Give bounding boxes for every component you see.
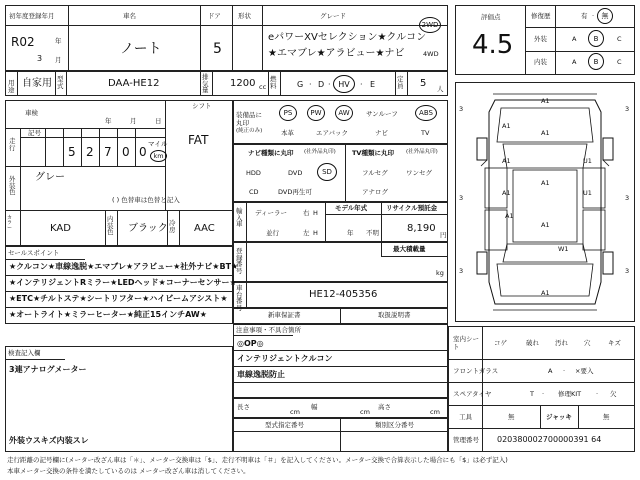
seat-burn: コゲ — [494, 339, 507, 347]
tv-oneseg: ワンセグ — [406, 169, 432, 177]
damage-mark-6: A1 — [541, 179, 550, 187]
equip-pw-circled: PW — [307, 105, 325, 121]
import-parallel: 並行 — [266, 229, 279, 237]
new-car-warranty: 新車保証書 — [268, 311, 301, 319]
mileage-km-circled: km — [150, 150, 167, 162]
interior-grade-label: 内装 — [534, 58, 547, 66]
bracket-label-mr: 3 — [625, 194, 630, 202]
mileage-digit-4: 0 — [122, 145, 130, 159]
capacity-value: 5 — [420, 78, 427, 89]
equipment-subtitle: (純正のみ) — [236, 128, 263, 134]
ext-grade-c: C — [617, 35, 622, 43]
equip-navi: ナビ — [375, 129, 388, 137]
mileage-digit-5: 0 — [139, 145, 147, 159]
inspection-month-unit: 月 — [130, 117, 137, 125]
sales-label: セールスポイント — [8, 249, 60, 257]
door-label: ドア — [208, 12, 221, 20]
damage-mark-12: W1 — [558, 245, 569, 253]
sales-line-1: ★クルコン★車線逸脱★エマブレ★アラビュー★社外ナビ★BT★ — [9, 262, 239, 271]
import-left: 左 — [303, 229, 310, 237]
chassis-value: HE12-405356 — [309, 289, 378, 300]
damage-mark-11: A1 — [541, 289, 550, 297]
import-label: 輸入車 — [236, 207, 243, 228]
spare-dot-2: · — [596, 390, 599, 398]
navi-hdd: HDD — [246, 169, 261, 177]
model-label: 型式 — [57, 75, 64, 90]
footer-line-1: 走行距離の記号欄に(メーター改ざん車は「＊」、メーター交換車は「$」、走行不明車は「＃」を記入してください。メーター交換で合算表示した場合にも「$」は必ず記入) — [7, 456, 508, 464]
seat-dirt: 汚れ — [555, 339, 568, 347]
grade-value-line1: eパワーXVセレクション★クルコン — [268, 32, 427, 43]
ac-value: AAC — [194, 223, 215, 234]
fuel-d: D — [318, 80, 325, 89]
length-unit: cm — [290, 408, 300, 416]
inspection-label: 車検 — [25, 109, 38, 117]
ext-grade-a: A — [572, 35, 577, 43]
exterior-grade-label: 外装 — [534, 35, 547, 43]
type-label: 型式指定番号 — [265, 421, 304, 429]
import-h1: H — [313, 209, 318, 217]
displacement-label: 排気量 — [202, 73, 209, 94]
int-grade-c: C — [617, 58, 622, 66]
model-value: DAA-HE12 — [108, 78, 160, 89]
navi-sd-circled: SD — [317, 163, 337, 181]
max-load-unit: kg — [436, 269, 444, 277]
length-label: 長さ — [237, 403, 250, 411]
mileage-unit-mile: マイル — [148, 140, 168, 148]
model-year-label: モデル年式 — [335, 204, 368, 212]
sales-line-4: ★オートライト★ミラーヒーター★純正15インチAW★ — [9, 310, 207, 319]
rating-value: 4.5 — [472, 30, 514, 60]
import-h2: H — [313, 229, 318, 237]
navi-dvd-play: DVD再生可 — [278, 188, 312, 196]
seat-tear: 破れ — [526, 339, 539, 347]
damage-mark-2: A1 — [502, 122, 511, 130]
capacity-label: 定員 — [397, 75, 404, 90]
drive-2wd-circled: 2WD — [419, 17, 441, 33]
interior-color-value: ブラック — [128, 223, 168, 234]
size-row — [233, 398, 448, 418]
shift-value: FAT — [188, 133, 209, 147]
bracket-label-tl: 3 — [459, 105, 464, 113]
equip-leather: 本革 — [281, 129, 294, 137]
repair-dot: · — [592, 12, 595, 20]
car-outline-drawing — [455, 82, 635, 322]
notices-line-3: 車線逸脱防止 — [237, 370, 285, 379]
exterior-value: グレー — [35, 172, 65, 183]
shape-label: 形状 — [238, 12, 251, 20]
exterior-note: ( ) 色替車は色替と記入 — [112, 196, 180, 204]
inspector-line-1: 3連アナログメーター — [9, 365, 87, 374]
color-value: KAD — [50, 223, 71, 234]
equipment-title: 装備品に丸印 — [236, 111, 262, 127]
interior-color-label: 内装色 — [107, 215, 114, 236]
fuel-g: G — [297, 80, 304, 89]
glass-replace: ×要入 — [575, 367, 594, 375]
spare-missing: 欠 — [610, 390, 617, 398]
import-right: 右 — [303, 209, 310, 217]
int-grade-b-circled: B — [588, 53, 604, 70]
fuel-label: 燃料 — [270, 75, 277, 90]
displacement-unit: cc — [259, 83, 267, 91]
import-dealer: ディーラー — [255, 209, 287, 217]
mgmt-label: 管理番号 — [453, 436, 479, 444]
mileage-digit-1: 5 — [68, 145, 76, 159]
int-grade-a: A — [572, 58, 577, 66]
fuel-e: E — [370, 80, 376, 89]
equip-abs-circled: ABS — [415, 105, 437, 121]
inspector-label: 検査記入欄 — [8, 349, 41, 357]
glass-label: フロントガラス — [453, 367, 499, 375]
equip-tv: TV — [421, 129, 430, 137]
damage-mark-4: A1 — [502, 157, 511, 165]
shift-label: シフト — [192, 102, 212, 110]
recycle-label: リサイクル預託金 — [386, 204, 438, 212]
year-value: R02 — [11, 35, 35, 49]
damage-mark-1: A1 — [541, 97, 550, 105]
room-seat-label: 室内シート — [453, 335, 479, 351]
month-unit: 月 — [55, 56, 62, 64]
glass-dot: · — [563, 367, 566, 375]
drive-4wd: 4WD — [423, 50, 439, 58]
model-year-unit: 年 — [347, 229, 354, 237]
seat-scratch: キズ — [608, 339, 621, 347]
inspection-year-unit: 年 — [105, 117, 112, 125]
tv-type-title: TV種類に丸印 — [352, 149, 394, 157]
door-value: 5 — [213, 41, 222, 57]
reg-number-label: 登録番号 — [236, 247, 243, 275]
carname-value: ノート — [120, 41, 162, 57]
navi-cd: CD — [249, 188, 259, 196]
equip-aw-circled: AW — [335, 105, 353, 121]
spare-t: T — [530, 390, 534, 398]
jack-value: 無 — [603, 413, 610, 421]
repair-yes: 有 — [581, 12, 588, 20]
category-label: 類別区分番号 — [375, 421, 414, 429]
tools-label: 工具 — [459, 413, 472, 421]
tools-value: 無 — [508, 413, 515, 421]
bracket-label-bl: 3 — [459, 267, 464, 275]
recycle-value: 8,190 — [407, 223, 436, 234]
recycle-unit: 円 — [440, 231, 447, 239]
displacement-value: 1200 — [230, 78, 256, 89]
damage-mark-9: A1 — [505, 212, 514, 220]
spare-label: スペアタイヤ — [453, 390, 492, 398]
navi-type-note: (社外品丸印) — [304, 149, 336, 155]
tv-type-note: (社外品丸印) — [406, 149, 438, 155]
chassis-label: 車台番号 — [236, 284, 243, 312]
exterior-label: 外装色 — [9, 175, 16, 196]
model-year-unknown: 不明 — [366, 229, 379, 237]
bracket-label-tr: 3 — [625, 105, 630, 113]
spare-kit: 修理KIT — [558, 390, 582, 398]
seat-hole: 穴 — [584, 339, 591, 347]
damage-mark-8: U1 — [583, 189, 592, 197]
equip-airbag: エアバック — [316, 129, 348, 137]
tv-analog: アナログ — [362, 188, 388, 196]
navi-dvd: DVD — [288, 169, 303, 177]
mileage-record-label: 記号 — [28, 129, 41, 137]
height-unit: cm — [430, 408, 440, 416]
usage-row — [5, 71, 448, 96]
notices-line-1: ◎OP◎ — [237, 339, 264, 348]
sales-line-3: ★ETC★チルトステ★シートリフター★ハイビームアシスト★ — [9, 294, 228, 303]
year-label: 初年度登録年月 — [9, 12, 55, 20]
grade-value-line2: ★エマブレ★アラビュー★ナビ — [268, 48, 405, 59]
damage-mark-10: A1 — [541, 221, 550, 229]
max-load-label: 最大積載量 — [393, 245, 426, 253]
month-value: 3 — [37, 54, 43, 63]
equip-sunroof: サンルーフ — [366, 110, 398, 118]
spare-dot-1: · — [542, 390, 545, 398]
fuel-dot-2: · — [328, 80, 331, 89]
fuel-dot-3: · — [360, 80, 363, 89]
notices-line-2: インテリジェントクルコン — [237, 354, 333, 363]
capacity-unit: 人 — [437, 85, 444, 93]
grade-label: グレード — [320, 12, 346, 20]
width-unit: cm — [360, 408, 370, 416]
usage-label: 用途 — [8, 79, 15, 94]
notices-label: 注意事項・不具合箇所 — [236, 326, 301, 334]
inspection-day-unit: 日 — [155, 117, 162, 125]
mileage-digit-3: 7 — [104, 145, 112, 159]
inspector-line-2: 外装ウスキズ内装スレ — [9, 436, 89, 445]
bracket-label-ml: 3 — [459, 194, 464, 202]
fuel-dot-1: · — [309, 80, 312, 89]
carname-label: 車名 — [123, 12, 136, 20]
bracket-label-br: 3 — [625, 267, 630, 275]
repair-label: 修復歴 — [531, 12, 551, 20]
color-label: カラー — [7, 215, 13, 231]
fuel-hv-circled: HV — [333, 75, 355, 93]
rating-label: 評価点 — [481, 13, 501, 21]
damage-mark-3: A1 — [541, 129, 550, 137]
repair-no-circled: 無 — [597, 8, 613, 24]
sales-line-2: ★インテリジェントRミラー★LEDヘッド★コーナーセンサー★ — [9, 278, 237, 287]
equip-ps-circled: PS — [279, 105, 297, 121]
owner-manual: 取扱説明書 — [378, 311, 411, 319]
tv-fullseg: フルセグ — [362, 169, 388, 177]
damage-mark-5: U1 — [583, 157, 592, 165]
navi-type-title: ナビ種類に丸印 — [248, 149, 294, 157]
height-label: 高さ — [378, 403, 391, 411]
footer-line-2: 本車メーター交換の条件を満たしているのは メーター改ざん車は消してください。 — [7, 467, 250, 475]
glass-a: A — [548, 367, 553, 375]
year-unit: 年 — [55, 37, 62, 45]
width-label: 幅 — [311, 403, 318, 411]
mileage-digit-2: 2 — [86, 145, 94, 159]
usage-value: 自家用 — [22, 78, 52, 89]
mgmt-value: 020380002700000391 64 — [497, 435, 602, 444]
damage-mark-7: A1 — [502, 189, 511, 197]
ac-label: 冷房 — [169, 219, 176, 234]
jack-label: ジャッキ — [546, 413, 572, 421]
mileage-side-label: 走行 — [9, 137, 16, 152]
ext-grade-b-circled: B — [588, 30, 604, 47]
